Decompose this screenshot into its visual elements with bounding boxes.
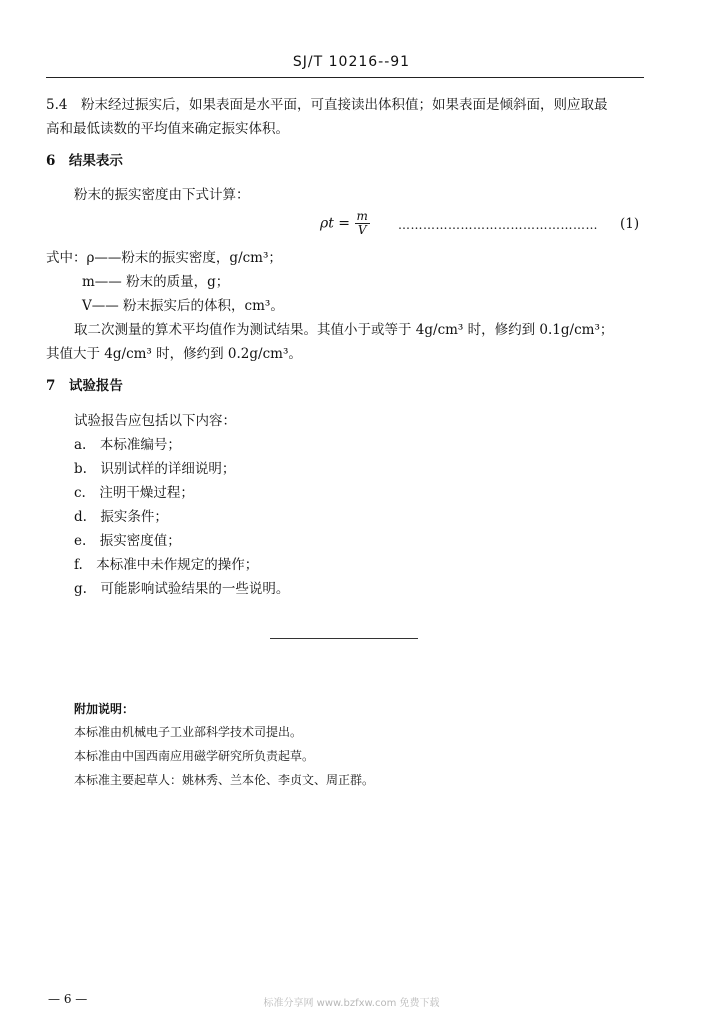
where-m: m—— 粉末的质量，g； xyxy=(82,274,230,290)
page-number: — 6 — xyxy=(48,992,88,1006)
formula-fraction xyxy=(355,210,370,237)
header-rule xyxy=(46,77,644,78)
report-item-g: g. 可能影响试验结果的一些说明。 xyxy=(74,581,290,597)
section-6-title: 6 结果表示 xyxy=(46,153,123,169)
clause-5-4-line2: 高和最低读数的平均值来确定振实体积。 xyxy=(46,121,289,137)
formula-leader-dots: ………………………………………… xyxy=(398,218,598,232)
section-6-intro: 粉末的振实密度由下式计算： xyxy=(74,187,250,203)
notes-line-3: 本标准主要起草人：姚林秀、兰本伦、李贞文、周正群。 xyxy=(74,773,375,787)
formula-lhs: ρt = xyxy=(320,215,351,232)
clause-5-4-line1: 5.4 粉末经过振实后，如果表面是水平面，可直接读出体积值；如果表面是倾斜面，则应取最 xyxy=(46,97,608,113)
where-rho: 式中：ρ——粉末的振实密度，g/cm³； xyxy=(46,250,282,266)
result-rule-line2: 其值大于 4g/cm³ 时，修约到 0.2g/cm³。 xyxy=(46,346,302,362)
watermark-text: 标准分享网 www.bzfxw.com 免费下载 xyxy=(263,998,440,1009)
formula-numerator: m xyxy=(356,209,368,223)
section-separator xyxy=(270,638,418,639)
section-7-intro: 试验报告应包括以下内容： xyxy=(74,413,236,429)
notes-title: 附加说明： xyxy=(74,702,135,716)
report-item-c: c. 注明干燥过程； xyxy=(74,485,194,501)
where-v: V—— 粉末振实后的体积，cm³。 xyxy=(82,298,284,314)
report-item-a: a. 本标准编号； xyxy=(74,437,181,453)
formula-1 xyxy=(320,210,370,237)
report-item-b: b. 识别试样的详细说明； xyxy=(74,461,236,477)
notes-line-1: 本标准由机械电子工业部科学技术司提出。 xyxy=(74,725,303,739)
formula-denominator: V xyxy=(357,223,367,237)
notes-line-2: 本标准由中国西南应用磁学研究所负责起草。 xyxy=(74,749,315,763)
report-item-f: f. 本标准中未作规定的操作； xyxy=(74,557,259,573)
report-item-d: d. 振实条件； xyxy=(74,509,168,525)
result-rule-line1: 取二次测量的算术平均值作为测试结果。其值小于或等于 4g/cm³ 时，修约到 0.1g/cm³； xyxy=(74,322,614,338)
section-7-title: 7 试验报告 xyxy=(46,378,123,394)
header-standard-code: SJ/T 10216--91 xyxy=(292,54,411,70)
formula-number: (1) xyxy=(620,216,640,232)
report-item-e: e. 振实密度值； xyxy=(74,533,181,549)
